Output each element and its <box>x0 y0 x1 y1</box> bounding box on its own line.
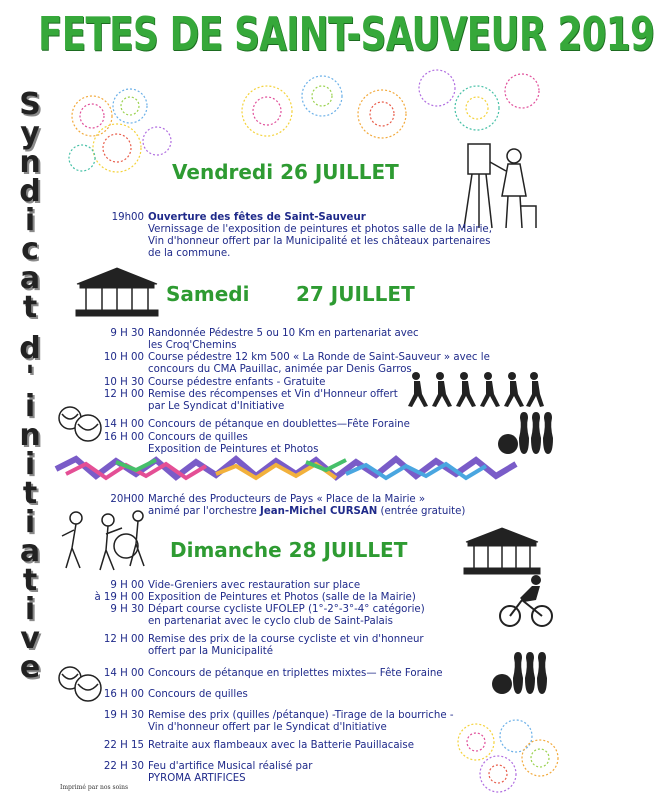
row-line: Concours de quilles <box>148 432 248 443</box>
row-time: 9 H 00 <box>110 580 144 591</box>
bowling-pins-icon <box>490 648 548 698</box>
schedule-row <box>60 634 510 658</box>
schedule-row <box>60 419 510 431</box>
schedule-row <box>60 689 510 701</box>
schedule-row <box>60 761 510 785</box>
row-line: en partenariat avec le cyclo club de Saint-Palais <box>148 616 393 627</box>
row-line: Course pédestre enfants - Gratuite <box>148 377 326 388</box>
row-time: 12 H 00 <box>103 389 144 400</box>
row-line: par Le Syndicat d'Initiative <box>148 401 285 412</box>
row-time: 12 H 00 <box>103 634 144 645</box>
vertical-letter: ' <box>25 360 35 395</box>
row-line: concours du CMA Pauillac, animée par Denis Garros <box>148 364 412 375</box>
vertical-letter: c <box>21 232 39 267</box>
petanque-balls-icon <box>56 664 106 704</box>
row-description <box>148 494 510 518</box>
vertical-letter: y <box>20 116 40 151</box>
day-heading-sunday: Dimanche 28 JUILLET <box>170 538 408 562</box>
row-description <box>148 212 510 260</box>
vertical-letter: a <box>19 261 41 296</box>
runners-icon <box>406 370 546 410</box>
schedule-row <box>60 740 510 752</box>
schedule-row <box>60 432 510 456</box>
row-line-suffix: (entrée gratuite) <box>377 506 466 517</box>
vertical-letter: v <box>20 621 40 656</box>
row-line: Randonnée Pédestre 5 ou 10 Km en partenariat avec <box>148 328 419 339</box>
row-description <box>148 689 510 701</box>
vertical-letter: S <box>19 87 41 122</box>
row-line: Course pédestre 12 km 500 « La Ronde de Saint-Sauveur » avec le <box>148 352 490 363</box>
vertical-letter: n <box>19 145 41 180</box>
orchestra-name: Jean-Michel CURSAN <box>260 506 378 517</box>
row-line: Feu d'artifice Musical réalisé par <box>148 761 313 772</box>
day-heading-saturday-date: 27 JUILLET <box>296 282 415 306</box>
vertical-letter: d <box>19 331 41 366</box>
row-description <box>148 634 510 658</box>
row-line: Vin d'honneur offert par le Syndicat d'Initiative <box>148 722 387 733</box>
vertical-letter: t <box>22 476 38 511</box>
vertical-letter: i <box>24 203 36 238</box>
row-time: 9 H 30 <box>110 328 144 339</box>
day-heading-saturday: Samedi <box>166 282 250 306</box>
vertical-letter: d <box>19 174 41 209</box>
confetti-banner <box>56 456 516 482</box>
day-heading-friday: Vendredi 26 JUILLET <box>172 160 399 184</box>
cyclist-icon <box>498 572 554 630</box>
schedule-row <box>60 668 510 680</box>
fireworks-icon <box>454 716 562 796</box>
row-time: 9 H 30 <box>110 604 144 615</box>
schedule-row <box>60 592 510 604</box>
row-description <box>148 580 510 592</box>
row-time: 10 H 00 <box>103 352 144 363</box>
row-line <box>148 506 510 518</box>
row-line: Retraite aux flambeaux avec la Batterie Pauillacaise <box>148 740 414 751</box>
row-line: offert par la Municipalité <box>148 646 273 657</box>
row-time: 16 H 00 <box>103 432 144 443</box>
vertical-letter: t <box>22 563 38 598</box>
row-line: Vernissage de l'exposition de peintures et photos salle de la Mairie, <box>148 224 492 235</box>
vertical-letter: i <box>24 505 36 540</box>
row-description <box>148 432 510 456</box>
row-description <box>148 419 510 431</box>
schedule-row <box>60 328 510 352</box>
row-line: les Croq'Chemins <box>148 340 237 351</box>
bowling-pins-icon <box>496 408 554 458</box>
row-time: 10 H 30 <box>103 377 144 388</box>
row-time: à 19 H 00 <box>94 592 144 603</box>
row-time: 19 H 30 <box>103 710 144 721</box>
row-line: Vin d'honneur offert par la Municipalité et les châteaux partenaires <box>148 236 491 247</box>
vertical-letter: i <box>24 592 36 627</box>
row-line: Remise des prix de la course cycliste et vin d'honneur <box>148 634 424 645</box>
row-description <box>148 592 510 604</box>
row-line: Remise des prix (quilles /pétanque) -Tirage de la bourriche - <box>148 710 454 721</box>
row-description <box>148 604 510 628</box>
row-time: 14 H 00 <box>103 419 144 430</box>
row-line: Concours de pétanque en doublettes—Fête Foraine <box>148 419 410 430</box>
petanque-balls-icon <box>56 404 106 444</box>
schedule-row-friday-1900 <box>60 212 510 260</box>
schedule-row <box>60 604 510 628</box>
row-line: Exposition de Peintures et Photos <box>148 444 319 455</box>
schedule-row <box>60 580 510 592</box>
row-line: Concours de quilles <box>148 689 248 700</box>
row-title: Ouverture des fêtes de Saint-Sauveur <box>148 212 366 223</box>
row-time: 14 H 00 <box>103 668 144 679</box>
row-line: Concours de pétanque en triplettes mixtes— Fête Foraine <box>148 668 443 679</box>
band-musicians-icon <box>56 506 152 578</box>
row-line: Départ course cycliste UFOLEP (1°-2°-3°-4° catégorie) <box>148 604 425 615</box>
carousel-icon <box>462 526 542 578</box>
poster-title: FETES DE SAINT-SAUVEUR 2019 <box>38 7 654 61</box>
row-description <box>148 328 510 352</box>
row-line: Remise des récompenses et Vin d'Honneur offert <box>148 389 398 400</box>
row-time: 19h00 <box>111 212 144 223</box>
carousel-icon <box>72 266 162 322</box>
row-line: Exposition de Peintures et Photos (salle de la Mairie) <box>148 592 416 603</box>
vertical-letter: a <box>19 534 41 569</box>
fireworks-icon <box>62 86 177 181</box>
vertical-letter: t <box>22 290 38 325</box>
row-time: 22 H 15 <box>103 740 144 751</box>
row-line: Marché des Producteurs de Pays « Place de la Mairie » <box>148 494 426 505</box>
row-line: de la commune. <box>148 248 231 259</box>
vertical-letter: e <box>19 650 41 685</box>
schedule-row <box>60 710 510 734</box>
vertical-syndicat-text <box>4 87 56 685</box>
row-description <box>148 668 510 680</box>
vertical-letter: i <box>24 447 36 482</box>
row-line: Vide-Greniers avec restauration sur place <box>148 580 361 591</box>
printed-by-note: Imprimé par nos soins <box>60 784 129 791</box>
row-time: 20H00 <box>110 494 144 505</box>
row-line-prefix: animé par l'orchestre <box>148 506 261 517</box>
row-time: 22 H 30 <box>103 761 144 772</box>
row-line: PYROMA ARTIFICES <box>148 773 246 784</box>
vertical-letter: i <box>24 389 36 424</box>
vertical-letter: n <box>19 418 41 453</box>
row-time: 16 H 00 <box>103 689 144 700</box>
